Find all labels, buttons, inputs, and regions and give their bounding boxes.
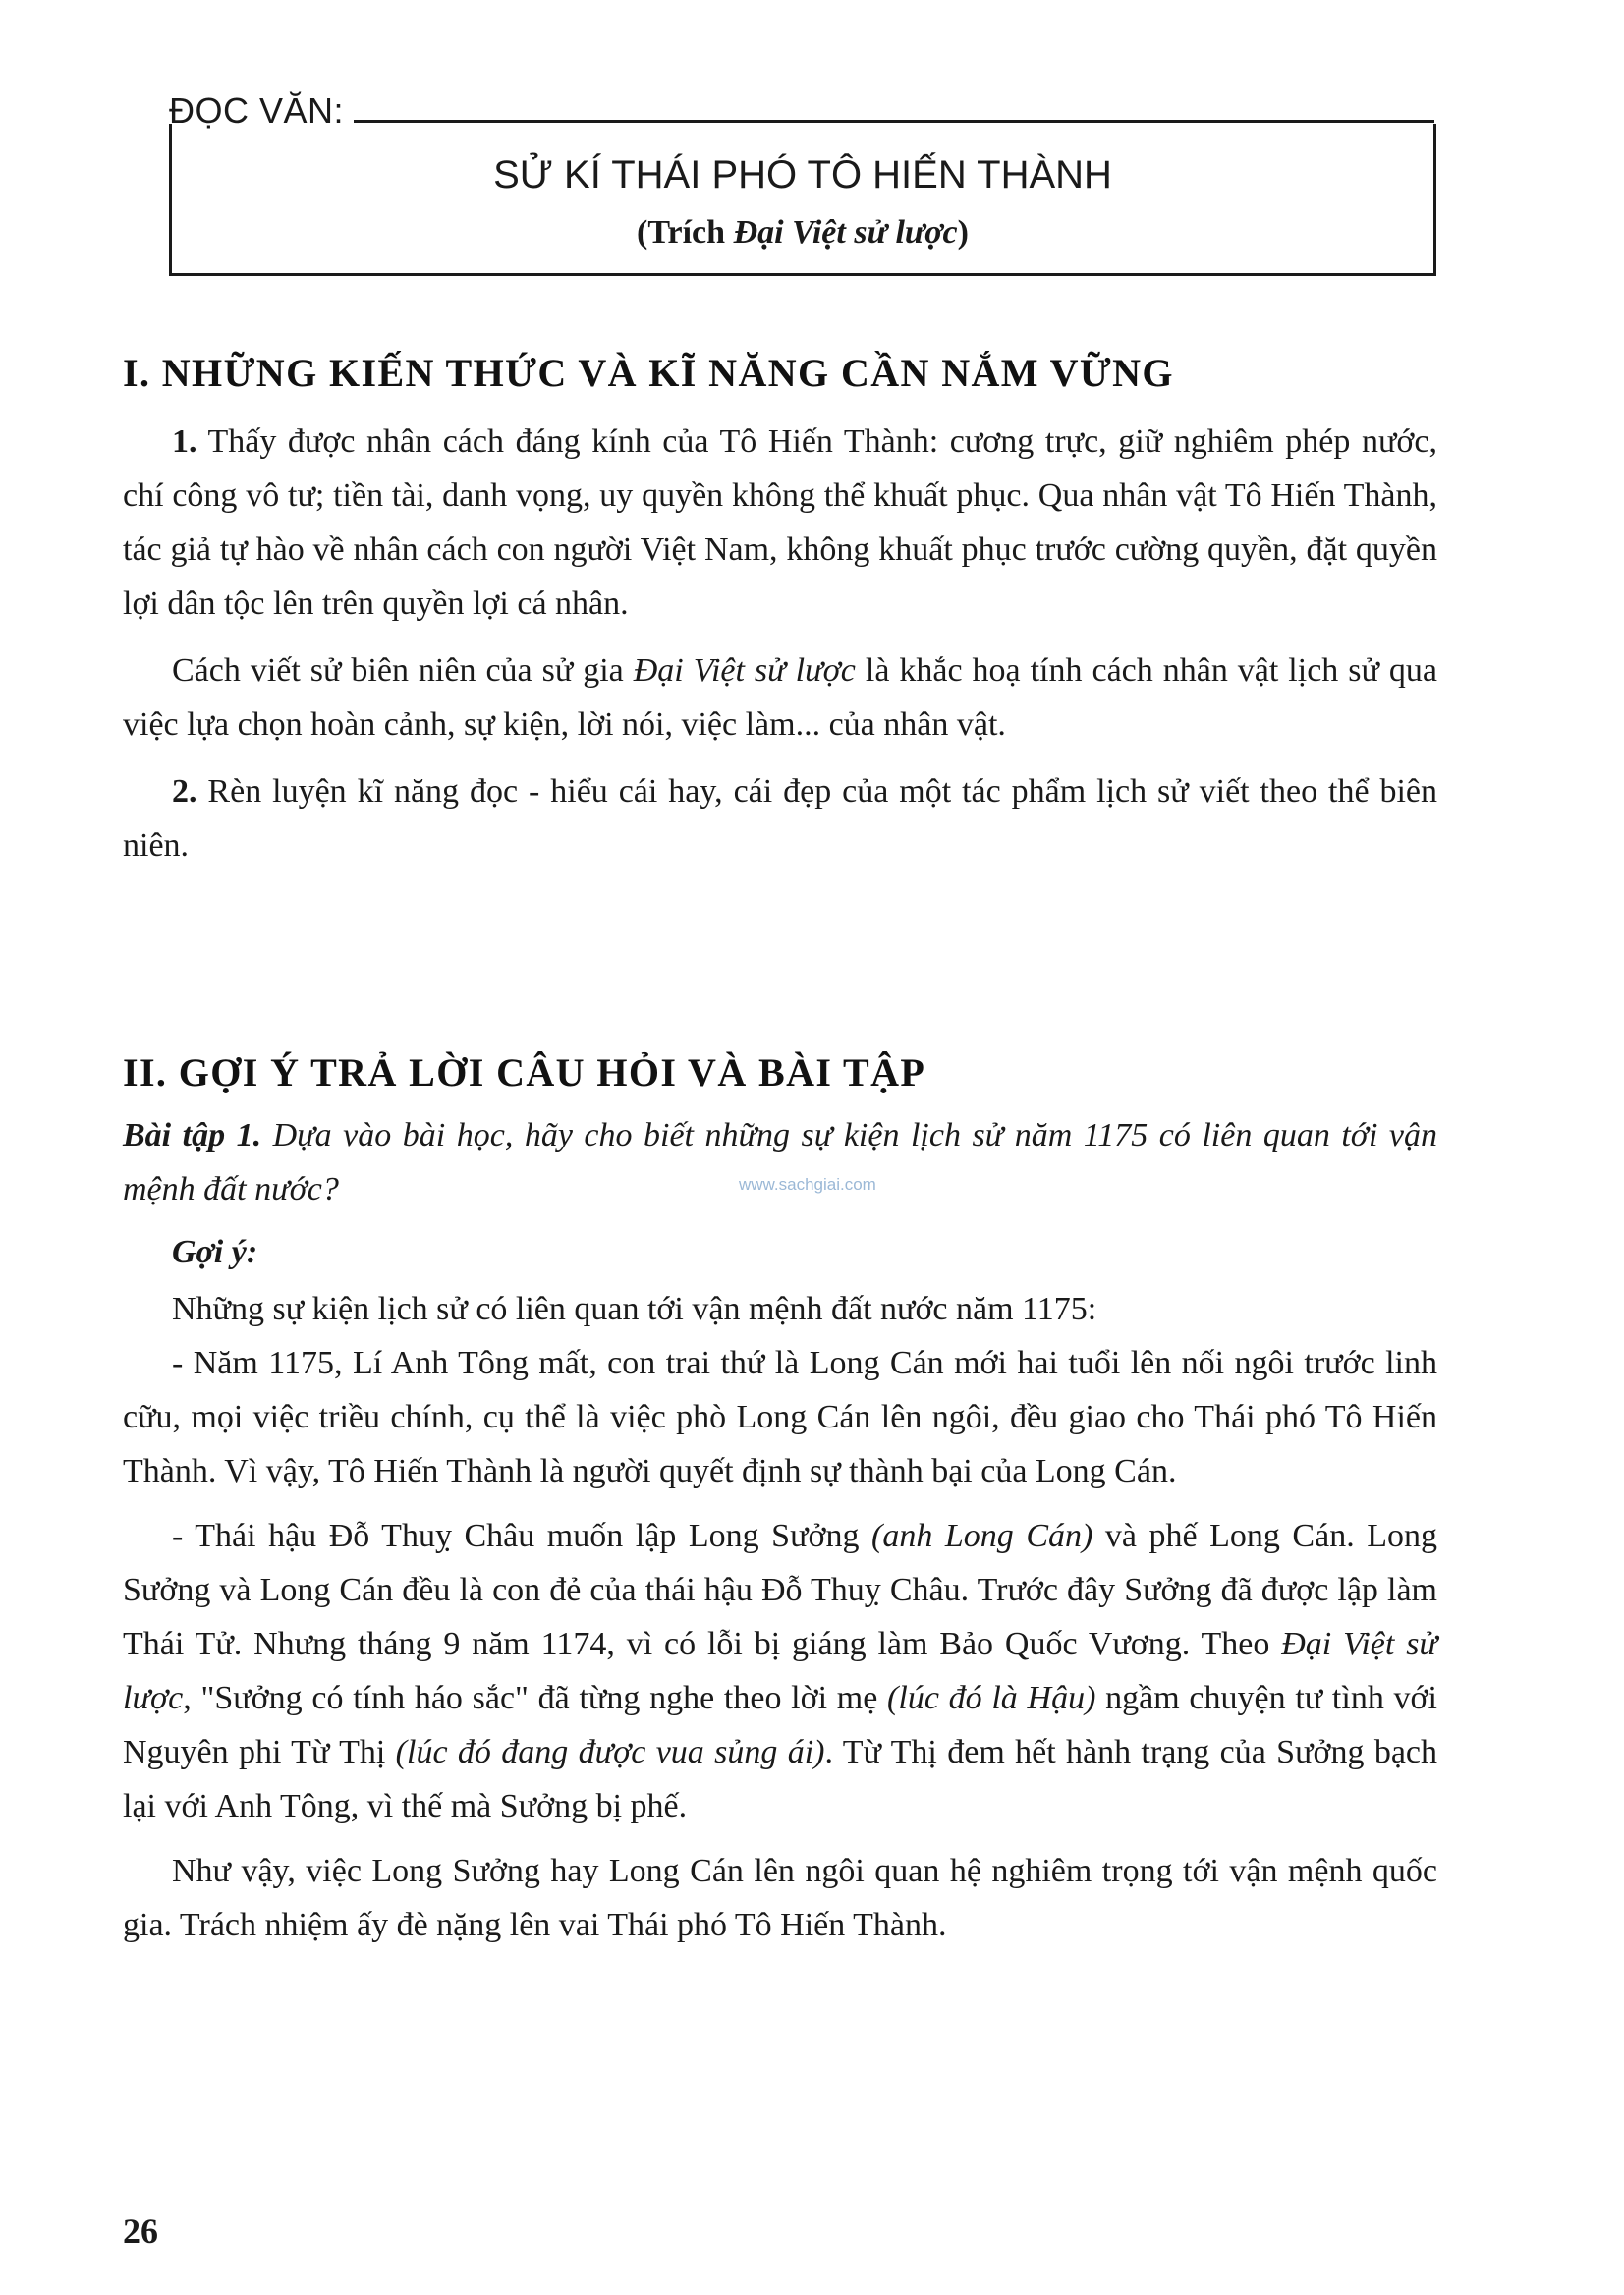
objective-2-number: 2. (172, 773, 197, 810)
objective-2 (123, 764, 1437, 872)
section-1-heading: I. NHỮNG KIẾN THỨC VÀ KĨ NĂNG CẦN NẮM VỮNG (123, 351, 1174, 395)
page-number: 26 (123, 2211, 158, 2251)
objective-2-text: Rèn luyện kĩ năng đọc - hiểu cái hay, cái đẹp của một tác phẩm lịch sử viết theo thể biên niên. (123, 773, 1437, 864)
source-suffix: ) (957, 214, 969, 251)
objective-1-text: Thấy được nhân cách đáng kính của Tô Hiến Thành: cương trực, giữ nghiêm phép nước, chí công vô tư; tiền tài, danh vọng, uy quyền không thể khuất phục. Qua nhân vật Tô Hiến Thành, tác giả tự hào về nhân cách con người Việt Nam, không khuất phục trước cường quyền, đặt quyền lợi dân tộc lên trên quyền lợi cá nhân. (123, 423, 1437, 622)
section-2-body (123, 1108, 1437, 1952)
objective-1 (123, 415, 1437, 631)
title-box (169, 124, 1436, 276)
source-prefix: (Trích (637, 214, 734, 251)
hint-intro: Những sự kiện lịch sử có liên quan tới vận mệnh đất nước năm 1175: (172, 1291, 1097, 1327)
lesson-title: SỬ KÍ THÁI PHÓ TÔ HIẾN THÀNH (493, 153, 1112, 196)
event-item-2: - Thái hậu Đỗ Thuỵ Châu muốn lập Long Sưởng (anh Long Cán) và phế Long Cán. Long Sưởng và Long Cán đều là con đẻ của thái hậu Đỗ Thuỵ Châu. Trước đây Sưởng đã được lập làm Thái Tử. Nhưng tháng 9 năm 1174, vì có lỗi bị giáng làm Bảo Quốc Vương. Theo Đại Việt sử lược, "Sưởng có tính háo sắc" đã từng nghe theo lời mẹ (lúc đó là Hậu) ngầm chuyện tư tình với Nguyên phi Từ Thị (lúc đó đang được vua sủng ái). Từ Thị đem hết hành trạng của Sưởng bạch lại với Anh Tông, vì thế mà Sưởng bị phế. (123, 1518, 1438, 1824)
lesson-source (172, 214, 1433, 252)
section-label: ĐỌC VĂN: (169, 90, 345, 131)
source-book: Đại Việt sử lược (733, 214, 958, 251)
conclusion: Như vậy, việc Long Sưởng hay Long Cán lên ngôi quan hệ nghiêm trọng tới vận mệnh quốc gia. Trách nhiệm ấy đè nặng lên vai Thái phó Tô Hiến Thành. (123, 1853, 1437, 1943)
exercise-question: Dựa vào bài học, hãy cho biết những sự kiện lịch sử năm 1175 có liên quan tới vận mệnh đất nước? (123, 1117, 1437, 1207)
objective-1-number: 1. (172, 423, 197, 460)
section-1-body (123, 415, 1437, 872)
objective-1-method: Cách viết sử biên niên của sử gia Đại Việt sử lược là khắc hoạ tính cách nhân vật lịch sử qua việc lựa chọn hoàn cảnh, sự kiện, lời nói, việc làm... của nhân vật. (123, 652, 1437, 743)
book-title: Đại Việt sử lược (633, 652, 856, 689)
exercise-label: Bài tập 1. (123, 1117, 262, 1153)
hint-heading: Gợi ý: (172, 1234, 258, 1270)
header-rule (354, 120, 1434, 123)
watermark: www.sachgiai.com (739, 1175, 876, 1194)
section-2-heading: II. GỢI Ý TRẢ LỜI CÂU HỎI VÀ BÀI TẬP (123, 1050, 926, 1094)
exercise-1 (123, 1108, 1437, 1216)
event-item-1: - Năm 1175, Lí Anh Tông mất, con trai thứ là Long Cán mới hai tuổi lên nối ngôi trước linh cữu, mọi việc triều chính, cụ thể là việc phò Long Cán lên ngôi, đều giao cho Thái phó Tô Hiến Thành. Vì vậy, Tô Hiến Thành là người quyết định sự thành bại của Long Cán. (123, 1345, 1437, 1489)
